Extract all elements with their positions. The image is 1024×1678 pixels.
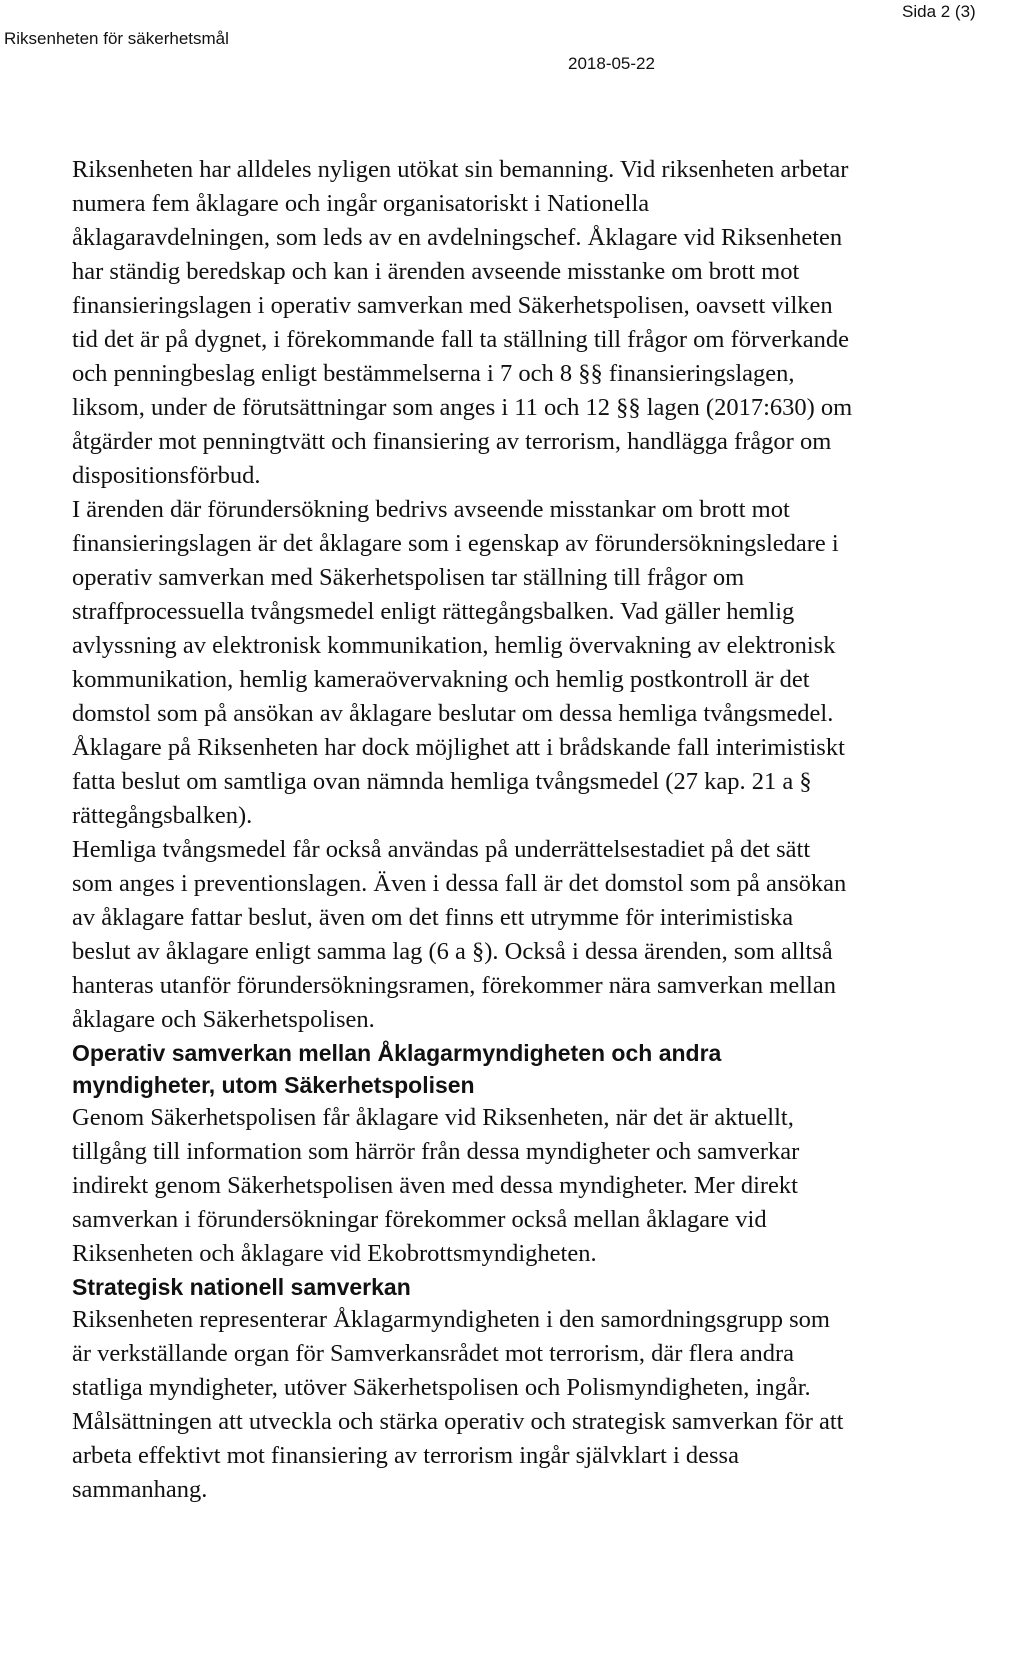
text-line: dispositionsförbud. xyxy=(72,462,261,489)
text-line: sammanhang. xyxy=(72,1476,208,1503)
text-line: finansieringslagen är det åklagare som i egenskap av förundersökningsledare i xyxy=(72,530,839,557)
text-line: finansieringslagen i operativ samverkan med Säkerhetspolisen, oavsett vilken xyxy=(72,292,833,319)
text-line: Målsättningen att utveckla och stärka operativ och strategisk samverkan för att xyxy=(72,1408,844,1435)
heading-line: Strategisk nationell samverkan xyxy=(72,1274,411,1300)
text-line: liksom, under de förutsättningar som anges i 11 och 12 §§ lagen (2017:630) om xyxy=(72,394,853,421)
heading-line: myndigheter, utom Säkerhetspolisen xyxy=(72,1072,475,1098)
section-heading-operative-cooperation xyxy=(72,1037,1022,1101)
page-number: Sida 2 (3) xyxy=(902,2,976,21)
text-line: beslut av åklagare enligt samma lag (6 a §). Också i dessa ärenden, som alltså xyxy=(72,938,833,965)
text-line: arbeta effektivt mot finansiering av terrorism ingår självklart i dessa xyxy=(72,1442,739,1469)
text-line: av åklagare fattar beslut, även om det finns ett utrymme för interimistiska xyxy=(72,904,794,931)
text-line: som anges i preventionslagen. Även i dessa fall är det domstol som på ansökan xyxy=(72,870,847,897)
text-line: kommunikation, hemlig kameraövervakning och hemlig postkontroll är det xyxy=(72,666,810,693)
text-line: domstol som på ansökan av åklagare beslutar om dessa hemliga tvångsmedel. xyxy=(72,700,834,727)
text-line: straffprocessuella tvångsmedel enligt rättegångsbalken. Vad gäller hemlig xyxy=(72,598,795,625)
text-line: Riksenheten representerar Åklagarmyndigheten i den samordningsgrupp som xyxy=(72,1306,830,1333)
text-line: fatta beslut om samtliga ovan nämnda hemliga tvångsmedel (27 kap. 21 a § xyxy=(72,768,812,795)
paragraph-preliminary-investigation xyxy=(72,493,1022,833)
text-line: Riksenheten och åklagare vid Ekobrottsmyndigheten. xyxy=(72,1240,597,1267)
text-line: Genom Säkerhetspolisen får åklagare vid Riksenheten, när det är aktuellt, xyxy=(72,1104,794,1131)
text-line: åklagaravdelningen, som leds av en avdelningschef. Åklagare vid Riksenheten xyxy=(72,224,843,251)
text-line: indirekt genom Säkerhetspolisen även med dessa myndigheter. Mer direkt xyxy=(72,1172,798,1199)
text-line: åklagare och Säkerhetspolisen. xyxy=(72,1006,375,1033)
paragraph-strategic-cooperation xyxy=(72,1303,1022,1507)
paragraph-operative-cooperation xyxy=(72,1101,1022,1271)
text-line: rättegångsbalken). xyxy=(72,802,253,829)
text-line: tid det är på dygnet, i förekommande fall ta ställning till frågor om förverkande xyxy=(72,326,849,353)
text-line: Riksenheten har alldeles nyligen utökat sin bemanning. Vid riksenheten arbetar xyxy=(72,156,849,183)
section-heading-strategic-cooperation xyxy=(72,1271,1022,1303)
page-header xyxy=(0,0,1024,80)
text-line: åtgärder mot penningtvätt och finansiering av terrorism, handlägga frågor om xyxy=(72,428,832,455)
organization-name: Riksenheten för säkerhetsmål xyxy=(4,29,229,48)
text-line: hanteras utanför förundersökningsramen, förekommer nära samverkan mellan xyxy=(72,972,836,999)
text-line: och penningbeslag enligt bestämmelserna i 7 och 8 §§ finansieringslagen, xyxy=(72,360,795,387)
heading-line: Operativ samverkan mellan Åklagarmyndigheten och andra xyxy=(72,1040,722,1066)
text-line: I ärenden där förundersökning bedrivs avseende misstankar om brott mot xyxy=(72,496,790,523)
text-line: Åklagare på Riksenheten har dock möjlighet att i brådskande fall interimistiskt xyxy=(72,734,845,761)
text-line: är verkställande organ för Samverkansrådet mot terrorism, där flera andra xyxy=(72,1340,794,1367)
text-line: Hemliga tvångsmedel får också användas på underrättelsestadiet på det sätt xyxy=(72,836,811,863)
text-line: operativ samverkan med Säkerhetspolisen tar ställning till frågor om xyxy=(72,564,745,591)
text-line: har ständig beredskap och kan i ärenden avseende misstanke om brott mot xyxy=(72,258,800,285)
document-date: 2018-05-22 xyxy=(568,54,655,73)
text-line: samverkan i förundersökningar förekommer också mellan åklagare vid xyxy=(72,1206,767,1233)
paragraph-secret-coercive-measures xyxy=(72,833,1022,1037)
text-line: numera fem åklagare och ingår organisatoriskt i Nationella xyxy=(72,190,650,217)
document-body xyxy=(72,153,1022,1507)
paragraph-staffing xyxy=(72,153,1022,493)
text-line: avlyssning av elektronisk kommunikation, hemlig övervakning av elektronisk xyxy=(72,632,836,659)
text-line: statliga myndigheter, utöver Säkerhetspolisen och Polismyndigheten, ingår. xyxy=(72,1374,811,1401)
text-line: tillgång till information som härrör från dessa myndigheter och samverkar xyxy=(72,1138,800,1165)
